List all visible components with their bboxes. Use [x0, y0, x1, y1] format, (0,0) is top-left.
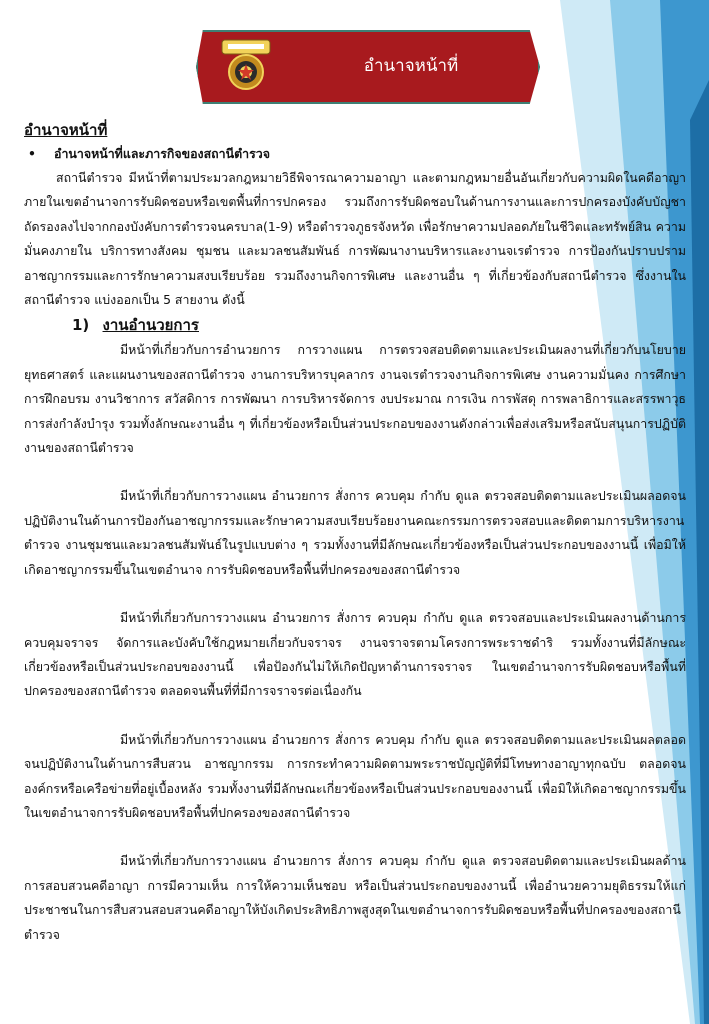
- page-heading: อำนาจหน้าที่: [24, 121, 108, 139]
- police-badge-icon: [220, 38, 272, 92]
- intro-paragraph: สถานีตำรวจ มีหน้าที่ตามประมวลกฎหมายวิธีพิจารณาความอาญา และตามกฎหมายอื่นอันเกี่ยวกับความผิดในคดีอาญาภายในเขตอำนาจการรับผิดชอบหรือเขตพื้นที่การปกครอง รวมถึงการรับผิดชอบในด้านการงานและการปกครองบังคับบัญชาถัดรองลงไปจากกองบังคับการตำรวจนครบาล(1-9) หรือตำรวจภูธรจังหวัด เพื่อรักษาความปลอดภัยในชีวิตและทรัพย์สิน ความมั่นคงภายใน บริการทางสังคม ชุมชน และมวลชนสัมพันธ์ การพัฒนางานบริหารและงานจเรตำรวจ การป้องกันปราบปรามอาชญากรรมและการรักษาความสงบเรียบร้อย รวมถึงงานกิจการพิเศษ และงานอื่น ๆ ที่เกี่ยวข้องกับสถานีตำรวจ ซึ่งงานในสถานีตำรวจ แบ่งออกเป็น 5 สายงาน ดังนี้: [24, 170, 686, 308]
- paragraph-spacer: [24, 704, 686, 728]
- duty-paragraph-3: มีหน้าที่เกี่ยวกับการวางแผน อำนวยการ สั่งการ ควบคุม กำกับ ดูแล ตรวจสอบและประเมินผลงานด้านการควบคุมจราจร จัดการและบังคับใช้กฎหมายเกี่ยวกับจราจร งานจราจรตามโครงการพระราชดำริ รวมทั้งงานที่มีลักษณะเกี่ยวข้องหรือเป็นส่วนประกอบของงานนี้ เพื่อป้องกันไม่ให้เกิดปัญหาด้านการจราจร ในเขตอำนาจการรับผิดชอบหรือพื้นที่ปกครองของสถานีตำรวจ ตลอดจนพื้นที่ที่มีการจราจรต่อเนื่องกัน: [24, 610, 686, 699]
- bullet-label: อำนาจหน้าที่และภารกิจของสถานีตำรวจ: [54, 146, 270, 161]
- bullet-symbol: •: [28, 146, 36, 161]
- duty-paragraph-1: มีหน้าที่เกี่ยวกับการอำนวยการ การวางแผน การตรวจสอบติดตามและประเมินผลงานที่เกี่ยวกับนโยบาย ยุทธศาสตร์ และแผนงานของสถานีตำรวจ งานการบริหารบุคลากร งานจเรตำรวจงานกิจการพิเศษ งานความมั่นคง การศึกษา การฝึกอบรม งานวิชาการ สวัสดิการ การพัฒนา การบริหารจัดการ งบประมาณ การเงิน การพัสดุ การพลาธิการและสรรพาวุธ การส่งกำลังบำรุง รวมทั้งลักษณะงานอื่น ๆ ที่เกี่ยวข้องหรือเป็นส่วนประกอบของงานดังกล่าวเพื่อส่งเสริมหรือสนับสนุนการปฏิบัติงานของสถานีตำรวจ: [24, 342, 686, 456]
- header-banner-content: [196, 30, 536, 100]
- paragraph-spacer: [24, 825, 686, 849]
- duty-paragraph-2: มีหน้าที่เกี่ยวกับการวางแผน อำนวยการ สั่งการ ควบคุม กำกับ ดูแล ตรวจสอบติดตามและประเมินผลอดจนปฏิบัติงานในด้านการป้องกันอาชญากรรมและรักษาความสงบเรียบร้อยงานคณะกรรมการตรวจสอบและติดตามการบริหารงานตำรวจ งานชุมชนและมวลชนสัมพันธ์ในรูปแบบต่าง ๆ รวมทั้งงานที่มีลักษณะเกี่ยวข้องหรือเป็นส่วนประกอบของงานนี้ เพื่อมิให้เกิดอาชญากรรมขึ้นในเขตอำนาจ การรับผิดชอบหรือพื้นที่ปกครองของสถานีตำรวจ: [24, 488, 686, 577]
- bullet-item: [24, 142, 686, 166]
- duty-paragraph-4: มีหน้าที่เกี่ยวกับการวางแผน อำนวยการ สั่งการ ควบคุม กำกับ ดูแล ตรวจสอบติดตามและประเมินผลตลอดจนปฏิบัติงานในด้านการสืบสวน อาชญากรรม การกระทำความผิดตามพระราชบัญญัติที่มีโทษทางอาญาทุกฉบับ ตลอดจนองค์กรหรือเครือข่ายที่อยู่เบื้องหลัง รวมทั้งงานที่มีลักษณะเกี่ยวข้องหรือเป็นส่วนประกอบของงานนี้ เพื่อมิให้เกิดอาชญากรรมขึ้นในเขตอำนาจการรับผิดชอบหรือพื้นที่ปกครองของสถานีตำรวจ: [24, 731, 686, 820]
- section-number: 1): [72, 316, 90, 335]
- section-heading: [24, 312, 686, 338]
- document-body: [24, 118, 686, 947]
- header-title: อำนาจหน้าที่: [363, 56, 459, 76]
- section-label: งานอำนวยการ: [102, 316, 199, 335]
- paragraph-spacer: [24, 582, 686, 606]
- duty-paragraph-5: มีหน้าที่เกี่ยวกับการวางแผน อำนวยการ สั่งการ ควบคุม กำกับ ดูแล ตรวจสอบติดตามและประเมินผลด้านการสอบสวนคดีอาญา การมีความเห็น การให้ความเห็นชอบ หรือเป็นส่วนประกอบของงานนี้ เพื่ออำนวยความยุติธรรมให้แก่ประชาชนในการสืบสวนสอบสวนคดีอาญาให้บังเกิดประสิทธิภาพสูงสุดในเขตอำนาจการรับผิดชอบหรือพื้นที่ปกครองของสถานีตำรวจ: [24, 853, 686, 942]
- paragraph-spacer: [24, 460, 686, 484]
